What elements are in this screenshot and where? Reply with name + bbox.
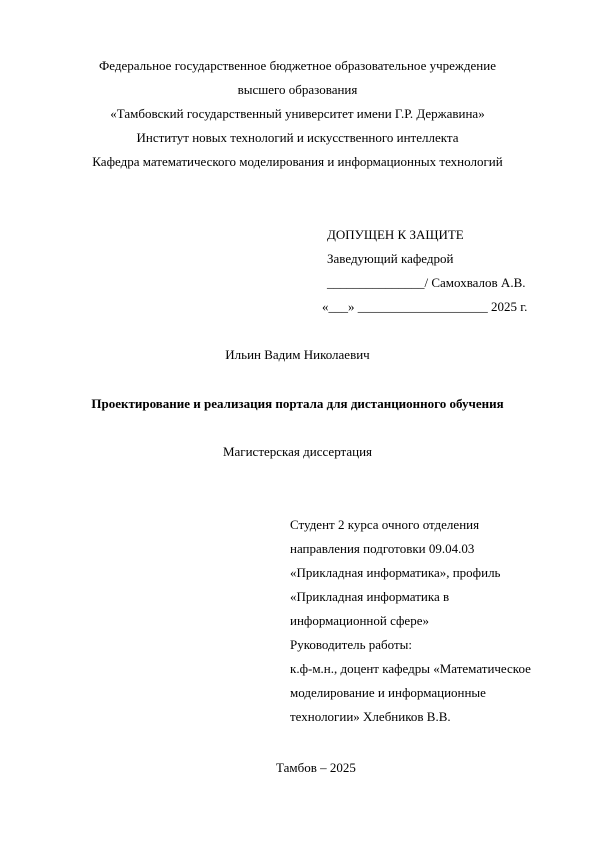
header-university-name: «Тамбовский государственный университет имени Г.Р. Державина» [110, 106, 485, 121]
approval-position: Заведующий кафедрой [327, 251, 454, 266]
thesis-title: Проектирование и реализация портала для дистанционного обучения [91, 396, 504, 411]
approval-signature-line: _______________/ Самохвалов А.В. [327, 275, 526, 290]
supervisor-info-line: моделирование и информационные [290, 685, 486, 700]
work-type: Магистерская диссертация [222, 444, 373, 459]
student-info-line: направления подготовки 09.04.03 [290, 541, 475, 556]
supervisor-info-line: к.ф-м.н., доцент кафедры «Математическое [290, 661, 531, 676]
supervisor-info-line: технологии» Хлебников В.В. [290, 709, 451, 724]
header-institute-name: Институт новых технологий и искусственного интеллекта [136, 130, 459, 145]
author-name: Ильин Вадим Николаевич [225, 347, 370, 362]
student-info-line: Студент 2 курса очного отделения [290, 517, 480, 532]
footer-city-year: Тамбов – 2025 [276, 760, 356, 775]
approval-date-line: «___» ____________________ 2025 г. [322, 299, 528, 314]
supervisor-label: Руководитель работы: [290, 637, 412, 652]
header-education-level: высшего образования [237, 82, 358, 97]
student-info-line: «Прикладная информатика», профиль [290, 565, 501, 580]
student-info-line: информационной сфере» [290, 613, 429, 628]
student-info-line: «Прикладная информатика в [290, 589, 450, 604]
approval-title: ДОПУЩЕН К ЗАЩИТЕ [327, 227, 464, 242]
header-department-name: Кафедра математического моделирования и информационных технологий [92, 154, 503, 169]
header-organization-type: Федеральное государственное бюджетное образовательное учреждение [99, 58, 496, 73]
